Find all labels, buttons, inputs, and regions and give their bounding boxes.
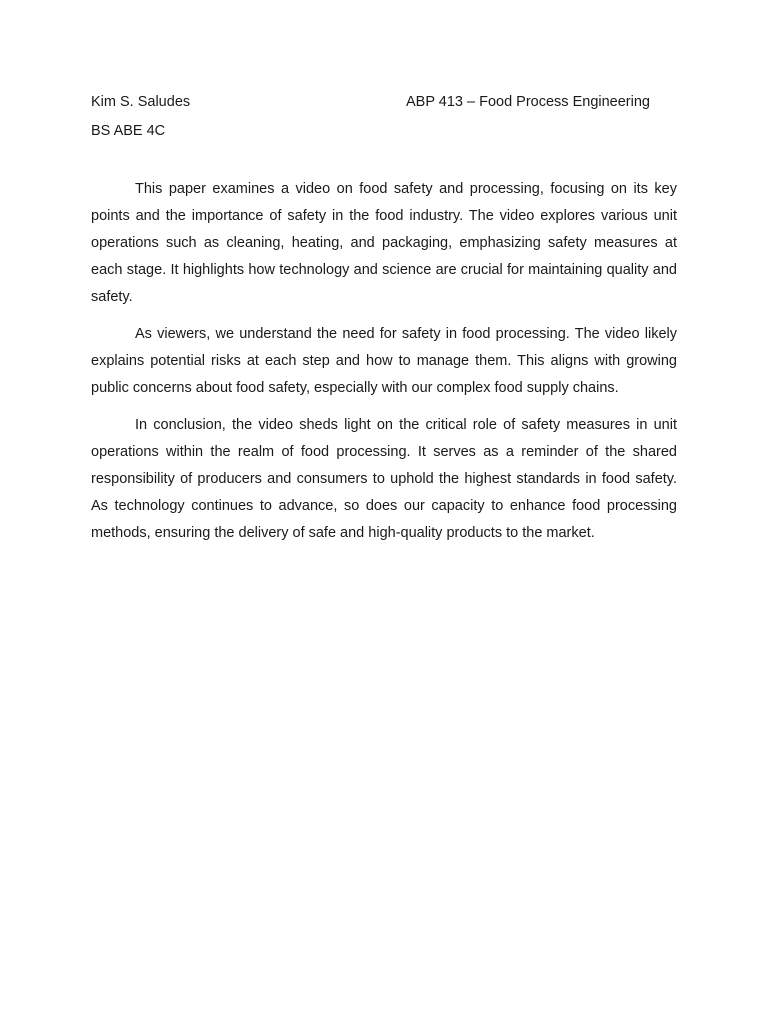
author-name: Kim S. Saludes [91,94,191,110]
paragraph-conclusion: In conclusion, the video sheds light on the critical role of safety measures in unit operations within the realm of food processing. It serves as a reminder of the shared responsibility of producers and consumers to uphold the highest standards in food safety. As technology continues to advance, so does our capacity to enhance food processing methods, ensuring the delivery of safe and high-quality products to the market. [91,417,677,541]
document-body [91,176,677,557]
class-section: BS ABE 4C [91,123,166,139]
course-title: ABP 413 – Food Process Engineering [406,94,650,110]
paragraph-introduction: This paper examines a video on food safety and processing, focusing on its key points and the importance of safety in the food industry. The video explores various unit operations such as cleaning, heating, and packaging, emphasizing safety measures at each stage. It highlights how technology and science are crucial for maintaining quality and safety. [91,181,677,305]
paragraph-viewers: As viewers, we understand the need for safety in food processing. The video likely explains potential risks at each step and how to manage them. This aligns with growing public concerns about food safety, especially with our complex food supply chains. [91,326,677,396]
